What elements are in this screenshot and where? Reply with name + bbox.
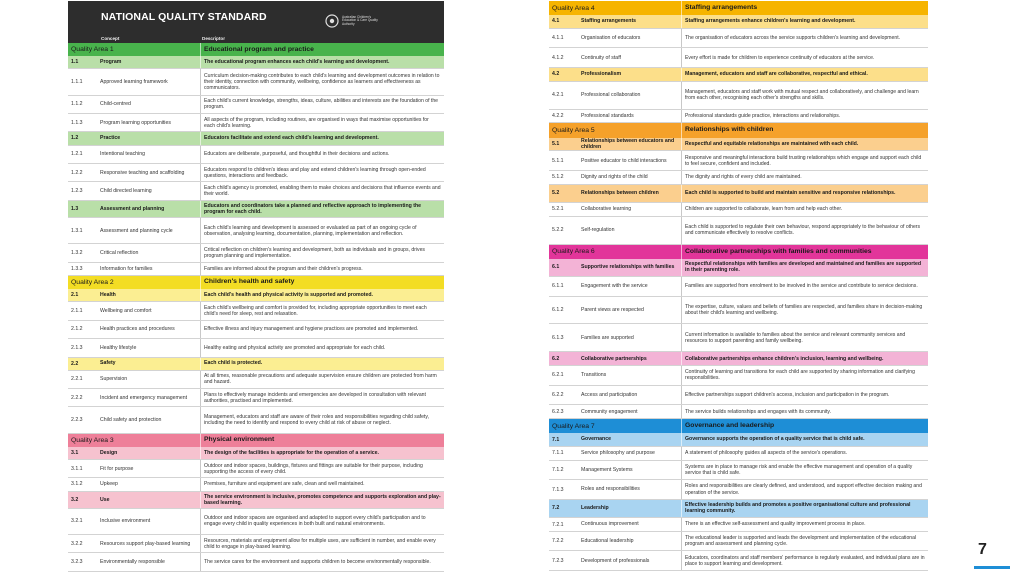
element-row: [549, 461, 928, 481]
quality-area-title: Educational program and practice: [200, 43, 444, 56]
descriptor-cell: Collaborative partnerships enhance children's inclusion, learning and wellbeing.: [681, 352, 928, 365]
concept-cell: Dignity and rights of the child: [581, 174, 648, 181]
quality-area-row: [68, 434, 444, 447]
row-number: 1.3.2: [71, 250, 83, 257]
concept-cell: Roles and responsibilities: [581, 486, 640, 493]
concept-cell: Development of professionals: [581, 557, 650, 564]
row-number: 1.3: [71, 205, 79, 212]
standard-row: [549, 352, 928, 366]
element-row: [68, 69, 444, 95]
element-row: [68, 321, 444, 339]
element-row: [549, 110, 928, 124]
element-row: [68, 182, 444, 200]
standard-row: [549, 138, 928, 152]
concept-cell: Management Systems: [581, 466, 633, 473]
row-number: 5.1: [552, 140, 560, 147]
row-number: 7.2.3: [552, 557, 564, 564]
concept-cell: Assessment and planning: [100, 205, 165, 212]
element-row: [549, 366, 928, 386]
descriptor-cell: Effective partnerships support children's access, inclusion and participation in the program.: [681, 386, 928, 405]
descriptor-cell: The educational program enhances each child's learning and development.: [200, 56, 444, 68]
concept-cell: Continuity of staff: [581, 54, 621, 61]
quality-area-row: [549, 245, 928, 259]
row-number: 7.2.1: [552, 521, 564, 528]
concept-cell: Governance: [581, 436, 611, 443]
concept-cell: Healthy lifestyle: [100, 344, 137, 351]
concept-cell: Collaborative learning: [581, 206, 632, 213]
descriptor-cell: Each child's health and physical activity is supported and promoted.: [200, 289, 444, 301]
row-number: 2.1.3: [71, 344, 83, 351]
row-number: 3.2.3: [71, 559, 83, 566]
concept-cell: Fit for purpose: [100, 465, 134, 472]
acecqa-logo: [325, 11, 385, 31]
concept-cell: Relationships between children: [581, 190, 659, 197]
quality-area-row: [549, 1, 928, 15]
quality-area-title: Relationships with children: [681, 123, 928, 137]
concept-cell: Safety: [100, 360, 116, 367]
quality-area-title: Children's health and safety: [200, 276, 444, 289]
descriptor-cell: Premises, furniture and equipment are safe, clean and well maintained.: [200, 478, 444, 490]
descriptor-cell: Educators, coordinators and staff members' performance is regularly evaluated, and individual plans are in place to support learning and development.: [681, 551, 928, 570]
concept-cell: Program learning opportunities: [100, 119, 171, 126]
concept-cell: Professional collaboration: [581, 92, 641, 99]
quality-area-label: Quality Area 6: [552, 248, 595, 256]
element-row: [549, 551, 928, 571]
standard-row: [68, 358, 444, 371]
descriptor-cell: Outdoor and indoor spaces are organised and adapted to support every child's participation and to engage every child in quality experiences in both built and natural environments.: [200, 509, 444, 534]
concept-cell: Positive educator to child interactions: [581, 157, 667, 164]
quality-area-label: Quality Area 7: [552, 422, 595, 430]
row-number: 7.2: [552, 505, 560, 512]
quality-area-label: Quality Area 5: [552, 127, 595, 134]
concept-cell: Access and participation: [581, 391, 638, 398]
row-number: 7.2.2: [552, 538, 564, 545]
descriptor-cell: The educational leader is supported and leads the development and implementation of the educational program and assessment and planning cycle.: [681, 532, 928, 551]
column-header-concept: Concept: [101, 36, 120, 41]
element-row: [68, 460, 444, 478]
nqs-table-left: [68, 1, 444, 572]
concept-cell: Design: [100, 449, 118, 456]
element-row: [68, 389, 444, 407]
descriptor-cell: Educators and coordinators take a planned and reflective approach to implementing the program for each child.: [200, 201, 444, 217]
quality-area-title: Collaborative partnerships with families and communities: [681, 245, 928, 259]
element-row: [549, 29, 928, 49]
concept-cell: Information for families: [100, 265, 153, 272]
descriptor-cell: Respectful relationships with families are developed and maintained and families are supported in their parenting role.: [681, 259, 928, 276]
row-number: 1.3.3: [71, 265, 83, 272]
concept-cell: Community engagement: [581, 408, 638, 415]
quality-area-label: Quality Area 2: [71, 279, 114, 286]
row-number: 4.1: [552, 18, 560, 25]
descriptor-cell: Each child's wellbeing and comfort is provided for, including appropriate opportunities to meet each child's need for sleep, rest and relaxation.: [200, 302, 444, 319]
descriptor-cell: Each child's agency is promoted, enabling them to make choices and decisions that influence events and their world.: [200, 182, 444, 199]
element-row: [549, 480, 928, 500]
row-number: 4.1.1: [552, 35, 564, 42]
descriptor-cell: The service builds relationships and engages with its community.: [681, 405, 928, 418]
descriptor-cell: Management, educators and staff are aware of their roles and responsibilities regarding child safety, including the need to identify and respond to every child at risk of abuse or neglect.: [200, 407, 444, 432]
standard-row: [68, 132, 444, 145]
concept-cell: Child-centred: [100, 101, 131, 108]
descriptor-cell: The expertise, culture, values and beliefs of families are respected, and families share in decision-making about their child's learning and wellbeing.: [681, 297, 928, 324]
descriptor-cell: Continuity of learning and transitions for each child are supported by sharing information and clarifying responsibilities.: [681, 366, 928, 385]
row-number: 2.2.2: [71, 394, 83, 401]
concept-cell: Health: [100, 292, 116, 299]
concept-cell: Professional standards: [581, 112, 634, 119]
standard-row: [549, 259, 928, 277]
element-row: [68, 218, 444, 244]
row-number: 4.2.1: [552, 92, 564, 99]
descriptor-cell: Families are informed about the program and their children's progress.: [200, 263, 444, 275]
row-number: 4.2.2: [552, 113, 564, 120]
row-number: 6.1.1: [552, 283, 564, 290]
element-row: [68, 509, 444, 535]
row-number: 1.1: [71, 59, 79, 66]
quality-area-label: Quality Area 3: [71, 436, 114, 444]
descriptor-cell: Management, educators and staff are collaborative, respectful and ethical.: [681, 68, 928, 81]
standard-row: [549, 15, 928, 29]
element-row: [68, 244, 444, 262]
quality-area-label: Quality Area 4: [552, 4, 595, 12]
element-row: [549, 386, 928, 406]
right-table-body: [549, 1, 928, 571]
concept-cell: Supportive relationships with families: [581, 264, 675, 271]
row-number: 5.1.2: [552, 174, 564, 181]
concept-cell: Organisation of educators: [581, 35, 641, 42]
descriptor-cell: Critical reflection on children's learning and development, both as individuals and in groups, drives program planning and implementation.: [200, 244, 444, 261]
row-number: 6.2.3: [552, 408, 564, 415]
element-row: [68, 535, 444, 553]
descriptor-cell: Educators respond to children's ideas and play and extend children's learning through open-ended questions, interactions and feedback.: [200, 164, 444, 181]
row-number: 3.2.2: [71, 540, 83, 547]
concept-cell: Service philosophy and purpose: [581, 450, 655, 457]
row-number: 3.2: [71, 496, 79, 503]
descriptor-cell: Responsive and meaningful interactions build trusting relationships which engage and support each child to feel secure, confident and included.: [681, 151, 928, 170]
concept-cell: Resources support play-based learning: [100, 540, 191, 547]
row-number: 1.1.3: [71, 119, 83, 126]
descriptor-cell: Management, educators and staff work with mutual respect and collaboratively, and challenge and learn from each other, recognising each other's strengths and skills.: [681, 82, 928, 109]
table-header: [68, 1, 444, 43]
column-header-descriptor: Descriptor: [202, 36, 225, 41]
standard-row: [549, 433, 928, 447]
quality-area-row: [68, 43, 444, 56]
standard-row: [68, 492, 444, 509]
row-number: 2.1.2: [71, 326, 83, 333]
element-row: [549, 518, 928, 532]
descriptor-cell: Each child is supported to build and maintain sensitive and responsive relationships.: [681, 185, 928, 202]
descriptor-cell: There is an effective self-assessment and quality improvement process in place.: [681, 518, 928, 531]
descriptor-cell: Each child's current knowledge, strengths, ideas, culture, abilities and interests are the foundation of the program.: [200, 96, 444, 113]
standard-row: [68, 447, 444, 460]
left-table-body: [68, 43, 444, 572]
descriptor-cell: Each child is protected.: [200, 358, 444, 370]
element-row: [549, 217, 928, 245]
descriptor-cell: Children are supported to collaborate, learn from and help each other.: [681, 203, 928, 216]
page-number-underline: [974, 566, 1010, 569]
acecqa-logo-icon: [325, 14, 339, 28]
concept-cell: Environmentally responsible: [100, 559, 165, 566]
row-number: 7.1.1: [552, 450, 564, 457]
descriptor-cell: Systems are in place to manage risk and enable the effective management and operation of a quality service that is child safe.: [681, 461, 928, 480]
element-row: [549, 324, 928, 352]
quality-area-row: [549, 419, 928, 433]
element-row: [68, 407, 444, 433]
element-row: [549, 171, 928, 185]
concept-cell: Relationships between educators and children: [581, 137, 675, 150]
row-number: 1.1.1: [71, 78, 83, 85]
quality-area-title: Staffing arrangements: [681, 1, 928, 15]
concept-cell: Continuous improvement: [581, 521, 639, 528]
element-row: [68, 146, 444, 164]
row-number: 1.3.1: [71, 227, 83, 234]
concept-cell: Educational leadership: [581, 538, 634, 545]
concept-cell: Child safety and protection: [100, 416, 162, 423]
descriptor-cell: Each child is supported to regulate their own behaviour, respond appropriately to the behaviour of others and communicate effectively to resolve conflicts.: [681, 217, 928, 244]
standard-row: [68, 289, 444, 302]
concept-cell: Health practices and procedures: [100, 326, 175, 333]
concept-cell: Assessment and planning cycle: [100, 227, 173, 234]
row-number: 2.2.3: [71, 417, 83, 424]
row-number: 6.1.2: [552, 307, 564, 314]
row-number: 1.2.1: [71, 151, 83, 158]
descriptor-cell: Resources, materials and equipment allow for multiple uses, are sufficient in number, and enable every child to engage in play-based learning.: [200, 535, 444, 552]
descriptor-cell: The design of the facilities is appropriate for the operation of a service.: [200, 447, 444, 459]
concept-cell: Use: [100, 496, 110, 503]
quality-area-row: [68, 276, 444, 289]
column-headers: [68, 36, 444, 41]
concept-cell: Inclusive environment: [100, 518, 151, 525]
concept-cell: Leadership: [581, 505, 609, 512]
row-number: 2.1: [71, 292, 79, 299]
standard-row: [549, 500, 928, 518]
element-row: [68, 302, 444, 320]
descriptor-cell: Families are supported from enrolment to be involved in the service and contribute to service decisions.: [681, 277, 928, 296]
descriptor-cell: Governance supports the operation of a quality service that is child safe.: [681, 433, 928, 446]
page-number: 7: [978, 541, 987, 558]
concept-cell: Staffing arrangements: [581, 18, 637, 25]
row-number: 5.2: [552, 190, 560, 197]
concept-cell: Intentional teaching: [100, 151, 145, 158]
row-number: 3.2.1: [71, 518, 83, 525]
row-number: 3.1: [71, 450, 79, 456]
element-row: [68, 339, 444, 357]
concept-cell: Approved learning framework: [100, 78, 168, 85]
element-row: [549, 48, 928, 68]
concept-cell: Program: [100, 59, 122, 66]
row-number: 6.2: [552, 355, 560, 362]
concept-cell: Professionalism: [581, 71, 622, 78]
row-number: 6.1: [552, 264, 560, 271]
concept-cell: Upkeep: [100, 481, 118, 488]
quality-area-title: Physical environment: [200, 434, 444, 447]
concept-cell: Incident and emergency management: [100, 394, 188, 401]
row-number: 7.1: [552, 436, 560, 443]
descriptor-cell: All aspects of the program, including routines, are organised in ways that maximise opportunities for each child's learning.: [200, 114, 444, 131]
descriptor-cell: The dignity and rights of every child are maintained.: [681, 171, 928, 184]
element-row: [549, 203, 928, 217]
descriptor-cell: Every effort is made for children to experience continuity of educators at the service.: [681, 48, 928, 67]
row-number: 3.1.2: [71, 481, 83, 488]
descriptor-cell: The service environment is inclusive, promotes competence and supports exploration and play-based learning.: [200, 492, 444, 508]
concept-cell: Collaborative partnerships: [581, 355, 647, 362]
descriptor-cell: Effective leadership builds and promotes a positive organisational culture and professional learning community.: [681, 500, 928, 517]
element-row: [549, 151, 928, 171]
descriptor-cell: Outdoor and indoor spaces, buildings, fixtures and fittings are suitable for their purpose, including supporting the access of every child.: [200, 460, 444, 477]
concept-cell: Families are supported: [581, 334, 634, 341]
row-number: 2.1.1: [71, 307, 83, 314]
element-row: [549, 82, 928, 110]
descriptor-cell: Staffing arrangements enhance children's learning and development.: [681, 15, 928, 28]
concept-cell: Wellbeing and comfort: [100, 307, 152, 314]
descriptor-cell: Professional standards guide practice, interactions and relationships.: [681, 110, 928, 123]
quality-area-row: [549, 123, 928, 137]
descriptor-cell: Healthy eating and physical activity are promoted and appropriate for each child.: [200, 339, 444, 356]
concept-cell: Practice: [100, 135, 121, 142]
descriptor-cell: A statement of philosophy guides all aspects of the service's operations.: [681, 447, 928, 460]
descriptor-cell: Current information is available to families about the service and relevant community services and resources to support parenting and family wellbeing.: [681, 324, 928, 351]
concept-cell: Child directed learning: [100, 188, 152, 195]
standard-row: [549, 185, 928, 203]
row-number: 4.2: [552, 71, 560, 78]
row-number: 5.1.1: [552, 157, 564, 164]
element-row: [68, 553, 444, 571]
row-number: 1.2.3: [71, 188, 83, 195]
descriptor-cell: The service cares for the environment and supports children to become environmentally responsible.: [200, 553, 444, 570]
descriptor-cell: Each child's learning and development is assessed or evaluated as part of an ongoing cycle of observation, analysing learning, documentation, planning, implementation and reflection.: [200, 218, 444, 243]
row-number: 2.2.1: [71, 376, 83, 383]
concept-cell: Parent views are respected: [581, 306, 644, 313]
document-title: NATIONAL QUALITY STANDARD: [101, 11, 267, 23]
element-row: [68, 263, 444, 276]
descriptor-cell: At all times, reasonable precautions and adequate supervision ensure children are protected from harm and hazard.: [200, 371, 444, 388]
element-row: [68, 371, 444, 389]
row-number: 5.2.2: [552, 227, 564, 234]
element-row: [68, 164, 444, 182]
row-number: 1.2: [71, 135, 79, 142]
row-number: 3.1.1: [71, 465, 83, 472]
element-row: [549, 405, 928, 419]
descriptor-cell: Plans to effectively manage incidents and emergencies are developed in consultation with relevant authorities, practised and implemented.: [200, 389, 444, 406]
row-number: 6.2.1: [552, 372, 564, 379]
quality-area-label: Quality Area 1: [71, 46, 114, 54]
concept-cell: Self-regulation: [581, 227, 615, 234]
concept-cell: Critical reflection: [100, 250, 139, 257]
row-number: 1.1.2: [71, 101, 83, 108]
descriptor-cell: Roles and responsibilities are clearly defined, and understood, and support effective decision making and operation of the service.: [681, 480, 928, 499]
descriptor-cell: Curriculum decision-making contributes to each child's learning and development outcomes in relation to their identity, connection with community, wellbeing, confidence as learners and effectiveness as communicators.: [200, 69, 444, 94]
standard-row: [68, 201, 444, 218]
standard-row: [68, 56, 444, 69]
element-row: [549, 277, 928, 297]
row-number: 6.2.2: [552, 391, 564, 398]
concept-cell: Engagement with the service: [581, 283, 648, 290]
standard-row: [549, 68, 928, 82]
descriptor-cell: Respectful and equitable relationships are maintained with each child.: [681, 138, 928, 151]
nqs-table-right: [549, 1, 928, 571]
descriptor-cell: The organisation of educators across the service supports children's learning and development.: [681, 29, 928, 48]
row-number: 5.2.1: [552, 206, 564, 213]
descriptor-cell: Educators facilitate and extend each child's learning and development.: [200, 132, 444, 144]
row-number: 2.2: [71, 360, 79, 367]
element-row: [68, 96, 444, 114]
quality-area-title: Governance and leadership: [681, 419, 928, 433]
concept-cell: Responsive teaching and scaffolding: [100, 169, 185, 176]
descriptor-cell: Educators are deliberate, purposeful, and thoughtful in their decisions and actions.: [200, 146, 444, 163]
row-number: 6.1.3: [552, 334, 564, 341]
element-row: [549, 447, 928, 461]
element-row: [68, 114, 444, 132]
row-number: 7.1.3: [552, 486, 564, 493]
logo-text: Australian Children's Education & Care Quality Authority: [342, 14, 378, 26]
row-number: 4.1.2: [552, 54, 564, 61]
element-row: [549, 532, 928, 552]
row-number: 7.1.2: [552, 467, 564, 473]
concept-cell: Supervision: [100, 376, 128, 383]
element-row: [68, 478, 444, 491]
element-row: [549, 297, 928, 325]
descriptor-cell: Effective illness and injury management and hygiene practices are promoted and implemented.: [200, 321, 444, 338]
concept-cell: Transitions: [581, 372, 607, 379]
row-number: 1.2.2: [71, 169, 83, 176]
